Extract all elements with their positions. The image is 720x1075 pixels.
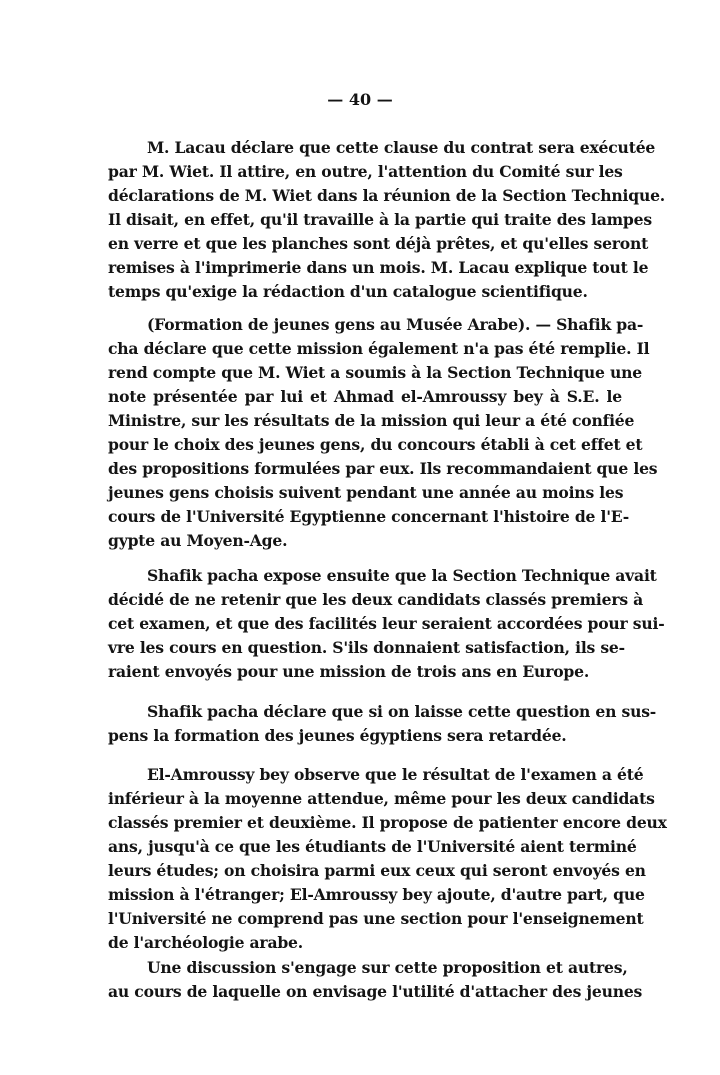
text-line: en verre et que les planches sont déjà prêtes, et qu'elles seront bbox=[108, 234, 649, 253]
text-line: jeunes gens choisis suivent pendant une année au moins les bbox=[108, 483, 624, 502]
paragraph bbox=[108, 700, 657, 748]
text-line: décidé de ne retenir que les deux candidats classés premiers à bbox=[108, 590, 644, 609]
text-line: cours de l'Université Egyptienne concernant l'histoire de l'E- bbox=[108, 507, 630, 526]
text-line: au cours de laquelle on envisage l'utilité d'attacher des jeunes bbox=[108, 982, 643, 1001]
text-line: classés premier et deuxième. Il propose de patienter encore deux bbox=[108, 813, 667, 832]
paragraph bbox=[108, 136, 666, 304]
text-line: déclarations de M. Wiet dans la réunion de la Section Technique. bbox=[108, 186, 666, 205]
text-line: Une discussion s'engage sur cette proposition et autres, bbox=[147, 958, 628, 977]
text-line: de l'archéologie arabe. bbox=[108, 933, 304, 952]
paragraph bbox=[108, 763, 667, 955]
text-line: inférieur à la moyenne attendue, même pour les deux candidats bbox=[108, 789, 655, 808]
text-line: cha déclare que cette mission également n'a pas été remplie. Il bbox=[108, 339, 650, 358]
text-line: l'Université ne comprend pas une section pour l'enseignement bbox=[108, 909, 644, 928]
text-line: pour le choix des jeunes gens, du concours établi à cet effet et bbox=[108, 435, 643, 454]
text-line: raient envoyés pour une mission de trois ans en Europe. bbox=[108, 662, 590, 681]
text-line: Shafik pacha déclare que si on laisse cette question en sus- bbox=[147, 702, 657, 721]
text-line: leurs études; on choisira parmi eux ceux qui seront envoyés en bbox=[108, 861, 646, 880]
paragraph bbox=[108, 956, 643, 1004]
paragraph bbox=[108, 313, 658, 553]
text-line: note présentée par lui et Ahmad el-Amroussy bey à S.E. le bbox=[108, 387, 622, 406]
paragraph bbox=[108, 564, 665, 684]
text-line: des propositions formulées par eux. Ils recommandaient que les bbox=[108, 459, 658, 478]
text-line: Shafik pacha expose ensuite que la Section Technique avait bbox=[147, 566, 657, 585]
text-line: remises à l'imprimerie dans un mois. M. Lacau explique tout le bbox=[108, 258, 649, 277]
text-line: mission à l'étranger; El-Amroussy bey ajoute, d'autre part, que bbox=[108, 885, 645, 904]
text-line: vre les cours en question. S'ils donnaient satisfaction, ils se- bbox=[108, 638, 625, 657]
text-line: Il disait, en effet, qu'il travaille à la partie qui traite des lampes bbox=[108, 210, 652, 229]
text-line: M. Lacau déclare que cette clause du contrat sera exécutée bbox=[147, 138, 656, 157]
text-line: gypte au Moyen-Age. bbox=[108, 531, 288, 550]
text-line: El-Amroussy bey observe que le résultat de l'examen a été bbox=[147, 765, 644, 784]
text-line: par M. Wiet. Il attire, en outre, l'attention du Comité sur les bbox=[108, 162, 623, 181]
text-line: rend compte que M. Wiet a soumis à la Section Technique une bbox=[108, 363, 642, 382]
text-line: Ministre, sur les résultats de la mission qui leur a été confiée bbox=[108, 411, 635, 430]
text-line: cet examen, et que des facilités leur seraient accordées pour sui- bbox=[108, 614, 665, 633]
text-line: pens la formation des jeunes égyptiens sera retardée. bbox=[108, 726, 567, 745]
text-line: temps qu'exige la rédaction d'un catalogue scientifique. bbox=[108, 282, 588, 301]
text-line: ans, jusqu'à ce que les étudiants de l'Université aient terminé bbox=[108, 837, 637, 856]
text-line: (Formation de jeunes gens au Musée Arabe). — Shafik pa- bbox=[147, 315, 644, 334]
page-number: — 40 — bbox=[327, 90, 393, 109]
